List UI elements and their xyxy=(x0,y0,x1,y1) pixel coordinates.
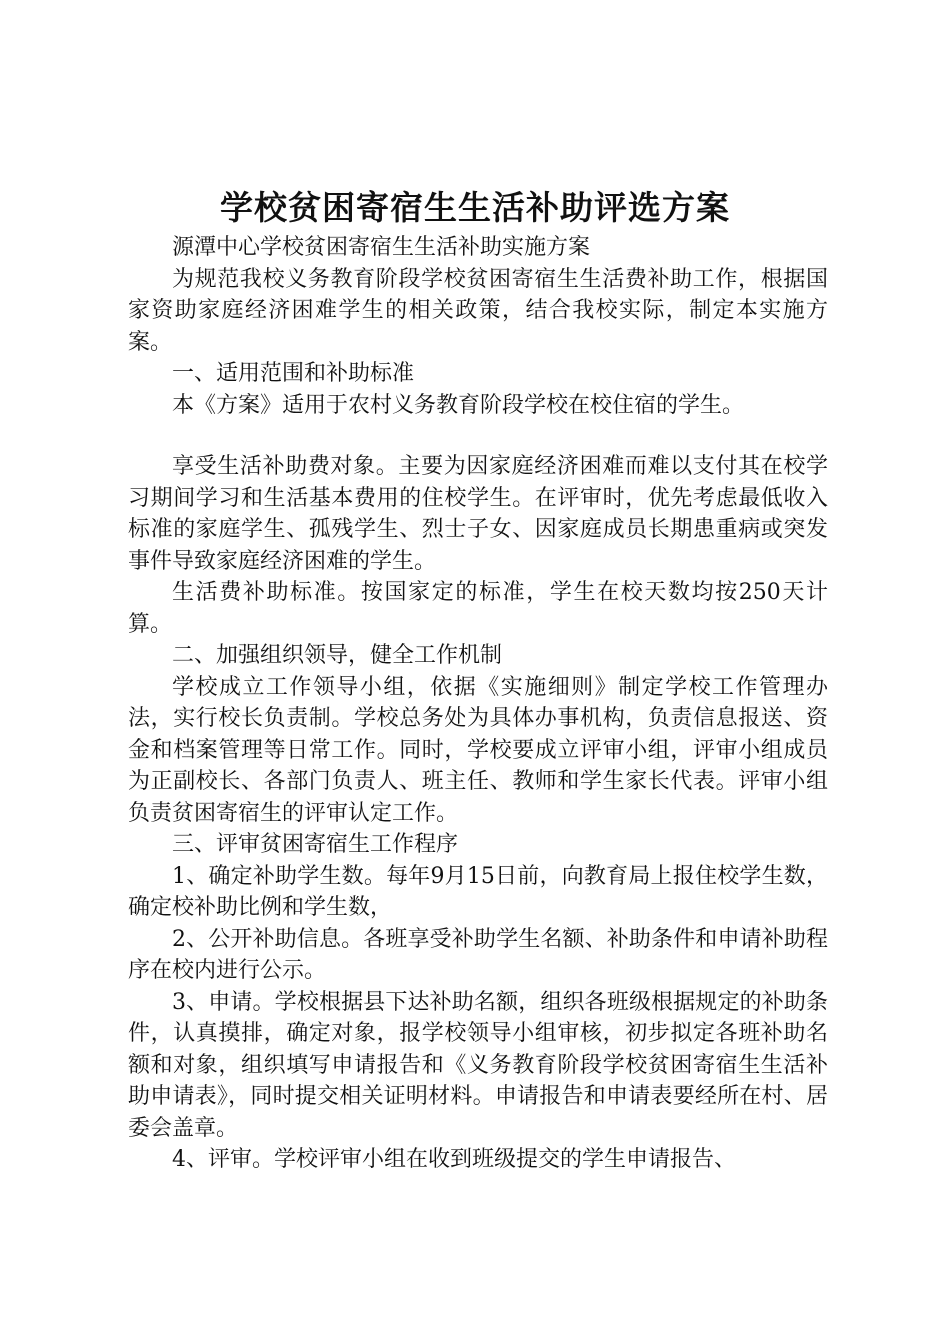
paragraph-step-2: 2、公开补助信息。各班享受补助学生名额、补助条件和申请补助程序在校内进行公示。 xyxy=(128,926,828,983)
paragraph-organization: 学校成立工作领导小组，依据《实施细则》制定学校工作管理办法，实行校长负责制。学校总务处为具体办事机构，负责信息报送、资金和档案管理等日常工作。同时，学校要成立评审小组，评审小组成员为正副校长、各部门负责人、班主任、教师和学生家长代表。评审小组负责贫困寄宿生的评审认定工作。 xyxy=(128,674,828,826)
paragraph-eligibility: 享受生活补助费对象。主要为因家庭经济困难而难以支付其在校学习期间学习和生活基本费用的住校学生。在评审时，优先考虑最低收入标准的家庭学生、孤残学生、烈士子女、因家庭成员长期患重病或突发事件导致家庭经济困难的学生。 xyxy=(128,454,828,574)
section-heading-procedure: 三、评审贫困寄宿生工作程序 xyxy=(172,832,459,857)
paragraph-step-4: 4、评审。学校评审小组在收到班级提交的学生申请报告、 xyxy=(172,1147,736,1172)
document-title: 学校贫困寄宿生生活补助评选方案 xyxy=(220,188,730,227)
paragraph-step-1: 1、确定补助学生数。每年9月15日前，向教育局上报住校学生数，确定校补助比例和学生数， xyxy=(128,863,828,920)
section-heading-organization: 二、加强组织领导，健全工作机制 xyxy=(172,643,503,668)
section-heading-scope: 一、适用范围和补助标准 xyxy=(172,361,415,386)
paragraph-intro: 为规范我校义务教育阶段学校贫困寄宿生生活费补助工作，根据国家资助家庭经济困难学生的相关政策，结合我校实际，制定本实施方案。 xyxy=(128,266,828,355)
paragraph-subtitle: 源潭中心学校贫困寄宿生生活补助实施方案 xyxy=(172,235,591,260)
paragraph-scope: 本《方案》适用于农村义务教育阶段学校在校住宿的学生。 xyxy=(172,392,745,418)
paragraph-standard: 生活费补助标准。按国家定的标准，学生在校天数均按250天计算。 xyxy=(128,580,828,637)
paragraph-step-3: 3、申请。学校根据县下达补助名额，组织各班级根据规定的补助条件，认真摸排，确定对象，报学校领导小组审核，初步拟定各班补助名额和对象，组织填写申请报告和《义务教育阶段学校贫困寄宿生生活补助申请表》，同时提交相关证明材料。申请报告和申请表要经所在村、居委会盖章。 xyxy=(128,989,828,1141)
document-body xyxy=(128,232,828,1176)
